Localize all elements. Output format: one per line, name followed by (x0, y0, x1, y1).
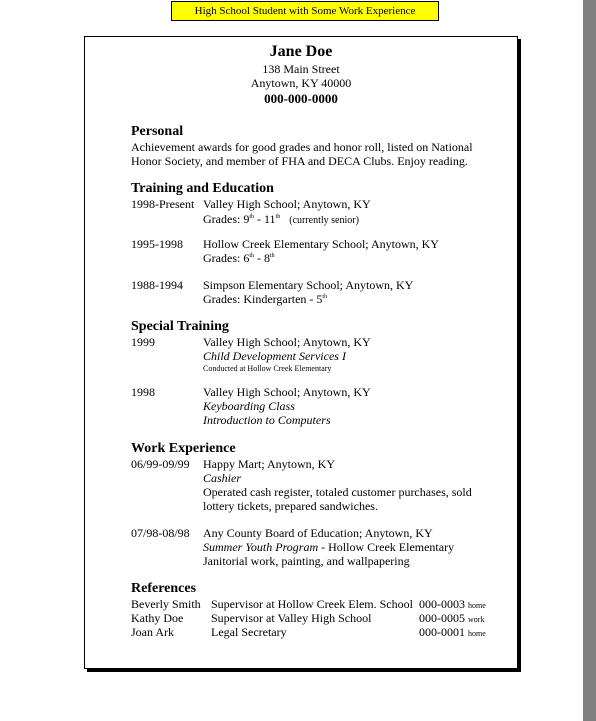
education-dates: 1998-Present (131, 197, 195, 211)
education-dates: 1988-1994 (131, 278, 183, 292)
work-dates: 07/98-08/98 (131, 526, 190, 540)
section-heading-education: Training and Education (131, 181, 274, 196)
education-dates: 1995-1998 (131, 237, 183, 251)
work-dates: 06/99-09/99 (131, 457, 190, 471)
section-heading-references: References (131, 581, 197, 596)
section-heading-work-experience: Work Experience (131, 441, 236, 456)
work-employer: Happy Mart; Anytown, KY (203, 457, 335, 471)
reference-phone: 000-0003 home (419, 597, 486, 611)
reference-role: Legal Secretary (211, 625, 287, 639)
personal-text-line: Honor Society, and member of FHA and DECA Clubs. Enjoy reading. (131, 154, 468, 168)
work-employer: Any County Board of Education; Anytown, KY (203, 526, 433, 540)
training-detail: Conducted at Hollow Creek Elementary (203, 364, 332, 373)
personal-text-line: Achievement awards for good grades and honor roll, listed on National (131, 140, 473, 154)
city-state-zip: Anytown, KY 40000 (250, 76, 352, 90)
education-school: Simpson Elementary School; Anytown, KY (203, 278, 414, 292)
training-place: Valley High School; Anytown, KY (203, 335, 371, 349)
work-description: lottery tickets, prepared sandwiches. (203, 499, 378, 513)
work-description: Operated cash register, totaled customer purchases, sold (203, 485, 472, 499)
reference-phone: 000-0001 home (419, 625, 486, 639)
education-school: Valley High School; Anytown, KY (203, 197, 371, 211)
reference-role: Supervisor at Valley High School (211, 611, 372, 625)
training-course: Keyboarding Class (203, 399, 295, 413)
section-heading-personal: Personal (131, 124, 184, 139)
reference-phone: 000-0005 work (419, 611, 485, 625)
training-year: 1998 (131, 385, 155, 399)
vertical-scrollbar[interactable] (583, 0, 596, 721)
education-school: Hollow Creek Elementary School; Anytown, KY (203, 237, 439, 251)
phone-number: 000-000-0000 (264, 91, 338, 106)
education-grades: Grades: 6th - 8th (203, 251, 275, 265)
document-title-banner: High School Student with Some Work Experience (171, 1, 439, 21)
applicant-name: Jane Doe (269, 43, 333, 60)
training-place: Valley High School; Anytown, KY (203, 385, 371, 399)
training-detail: Introduction to Computers (203, 413, 331, 427)
work-title: Summer Youth Program - Hollow Creek Elementary (203, 540, 455, 554)
education-grades: Grades: Kindergarten - 5th (203, 292, 328, 306)
resume-page (84, 36, 518, 669)
education-grades: Grades: 9th - 11th (currently senior) (203, 212, 359, 226)
street-address: 138 Main Street (262, 62, 340, 76)
section-heading-special-training: Special Training (131, 319, 229, 334)
reference-role: Supervisor at Hollow Creek Elem. School (211, 597, 413, 611)
reference-name: Joan Ark (131, 625, 174, 639)
grade-note: (currently senior) (289, 215, 359, 226)
work-title: Cashier (203, 471, 242, 485)
reference-name: Kathy Doe (131, 611, 184, 625)
reference-name: Beverly Smith (131, 597, 201, 611)
work-description: Janitorial work, painting, and wallpapering (203, 554, 410, 568)
training-year: 1999 (131, 335, 155, 349)
training-course: Child Development Services I (203, 349, 346, 363)
